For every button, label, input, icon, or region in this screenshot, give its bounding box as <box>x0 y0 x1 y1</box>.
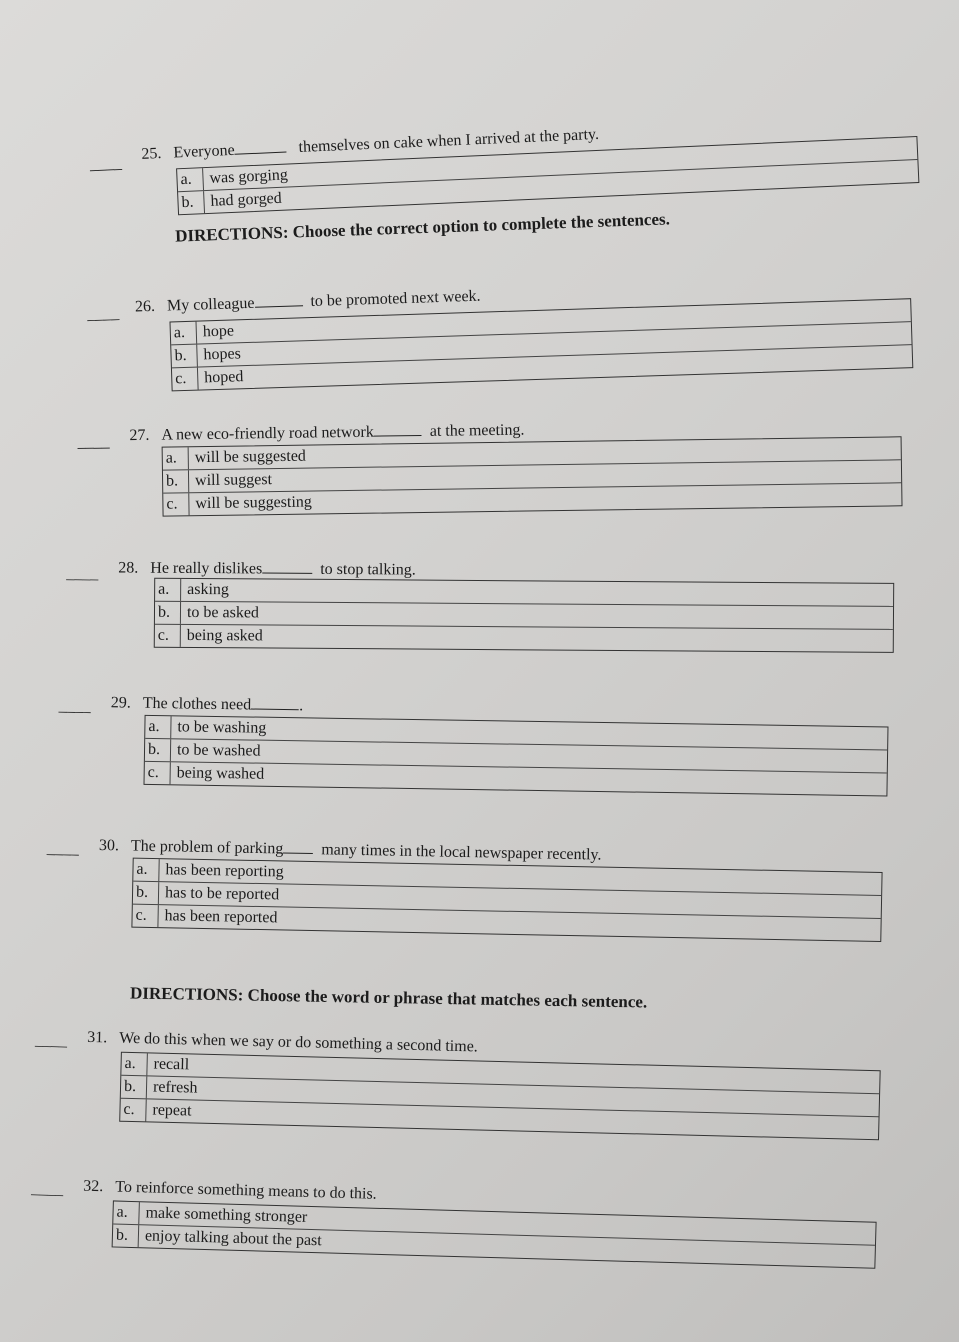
option-letter: b. <box>155 602 181 624</box>
question-stem-end: themselves on cake when I arrived at the party. <box>298 125 600 156</box>
option-letter: a. <box>133 859 159 881</box>
option-text: to be washed <box>176 741 261 760</box>
option-letter: a. <box>121 1053 148 1076</box>
answer-blank[interactable]: ____ <box>66 565 99 583</box>
stem-blank <box>262 572 312 573</box>
question-28 <box>66 559 897 665</box>
option-letter: a. <box>177 168 204 191</box>
answer-blank[interactable]: ____ <box>30 1180 64 1199</box>
option-row[interactable] <box>155 625 893 652</box>
option-text: has to be reported <box>164 884 280 904</box>
question-stem-end: to be promoted next week. <box>310 287 481 311</box>
option-letter: b. <box>163 470 189 492</box>
option-letter: b. <box>171 345 198 368</box>
option-letter: a. <box>113 1201 140 1224</box>
question-number: 26. <box>134 297 156 316</box>
option-letter: a. <box>163 447 189 469</box>
question-stem: To reinforce something means to do this. <box>115 1178 377 1203</box>
stem-blank <box>283 852 313 854</box>
question-number: 29. <box>110 694 131 712</box>
stem-blank <box>235 152 287 155</box>
question-25 <box>89 102 922 218</box>
answer-blank[interactable]: ____ <box>58 697 91 715</box>
option-text: being washed <box>176 764 265 783</box>
question-stem-start: My colleague <box>166 294 255 315</box>
option-letter: c. <box>132 905 158 927</box>
question-stem-start: He really dislikes <box>150 559 263 578</box>
question-number: 25. <box>141 144 162 163</box>
question-31 <box>33 1028 885 1159</box>
option-text: recall <box>153 1055 190 1074</box>
options-table <box>154 578 894 653</box>
option-letter: c. <box>163 493 189 515</box>
options-table <box>143 715 888 797</box>
option-letter: b. <box>133 882 159 904</box>
question-29 <box>57 693 889 816</box>
question-number: 27. <box>129 426 150 445</box>
question-number: 32. <box>83 1177 104 1196</box>
option-text: had gorged <box>210 189 283 210</box>
question-stem-start: A new eco-friendly road network <box>161 423 374 444</box>
options-table <box>162 436 903 516</box>
options-table <box>112 1200 877 1268</box>
options-table <box>131 858 882 942</box>
option-letter: c. <box>145 762 171 784</box>
option-text: has been reported <box>164 907 278 927</box>
option-letter: c. <box>155 625 181 647</box>
answer-blank[interactable]: ____ <box>77 433 110 451</box>
stem-blank <box>374 435 422 437</box>
question-stem-start: The problem of parking <box>130 837 284 858</box>
option-text: will be suggested <box>194 447 306 467</box>
answer-blank[interactable]: ____ <box>46 839 80 858</box>
option-text: will suggest <box>194 471 273 490</box>
option-text: will be suggesting <box>195 493 312 513</box>
question-30 <box>45 836 887 962</box>
option-text: was gorging <box>209 166 289 187</box>
option-text: hopes <box>203 345 242 364</box>
option-letter: a. <box>171 322 198 345</box>
option-text: asking <box>187 580 229 599</box>
option-text: refresh <box>152 1078 198 1097</box>
options-table <box>119 1052 880 1141</box>
option-text: has been reporting <box>165 861 284 881</box>
option-text: enjoy talking about the past <box>144 1227 322 1250</box>
question-stem-start: The clothes need <box>142 694 252 714</box>
option-letter: b. <box>121 1076 148 1099</box>
question-stem: We do this when we say or do something a second time. <box>119 1029 478 1056</box>
stem-blank <box>251 709 299 711</box>
option-letter: b. <box>113 1224 140 1247</box>
option-text: to be washing <box>177 718 267 737</box>
question-stem-end: at the meeting. <box>429 421 525 440</box>
answer-blank[interactable]: ____ <box>89 154 123 174</box>
options-table <box>169 298 913 391</box>
question-27 <box>77 416 908 528</box>
option-letter: b. <box>178 191 205 214</box>
option-letter: c. <box>172 368 199 391</box>
question-number: 28. <box>118 559 139 577</box>
stem-blank <box>255 305 303 308</box>
directions-1: DIRECTIONS: Choose the correct option to complete the sentences. <box>174 209 671 246</box>
option-letter: a. <box>155 579 181 601</box>
option-letter: a. <box>145 716 171 738</box>
question-number: 31. <box>87 1028 108 1047</box>
question-stem-end: many times in the local newspaper recently. <box>321 841 602 864</box>
question-32 <box>29 1176 881 1300</box>
question-stem-end: to stop talking. <box>320 560 416 579</box>
answer-blank[interactable]: ____ <box>34 1031 68 1050</box>
question-26 <box>87 270 920 396</box>
option-text: to be asked <box>186 603 260 622</box>
option-letter: c. <box>120 1099 147 1122</box>
option-text: make something stronger <box>145 1204 308 1226</box>
option-text: hoped <box>203 368 244 387</box>
answer-blank[interactable]: ____ <box>86 305 120 324</box>
directions-2: DIRECTIONS: Choose the word or phrase that matches each sentence. <box>129 983 648 1012</box>
option-letter: b. <box>145 739 171 761</box>
option-text: repeat <box>152 1101 192 1120</box>
question-stem-end: . <box>299 697 304 715</box>
question-number: 30. <box>98 836 120 855</box>
question-stem-start: Everyone <box>173 141 236 162</box>
option-text: hope <box>202 322 235 341</box>
option-text: being asked <box>186 626 263 645</box>
